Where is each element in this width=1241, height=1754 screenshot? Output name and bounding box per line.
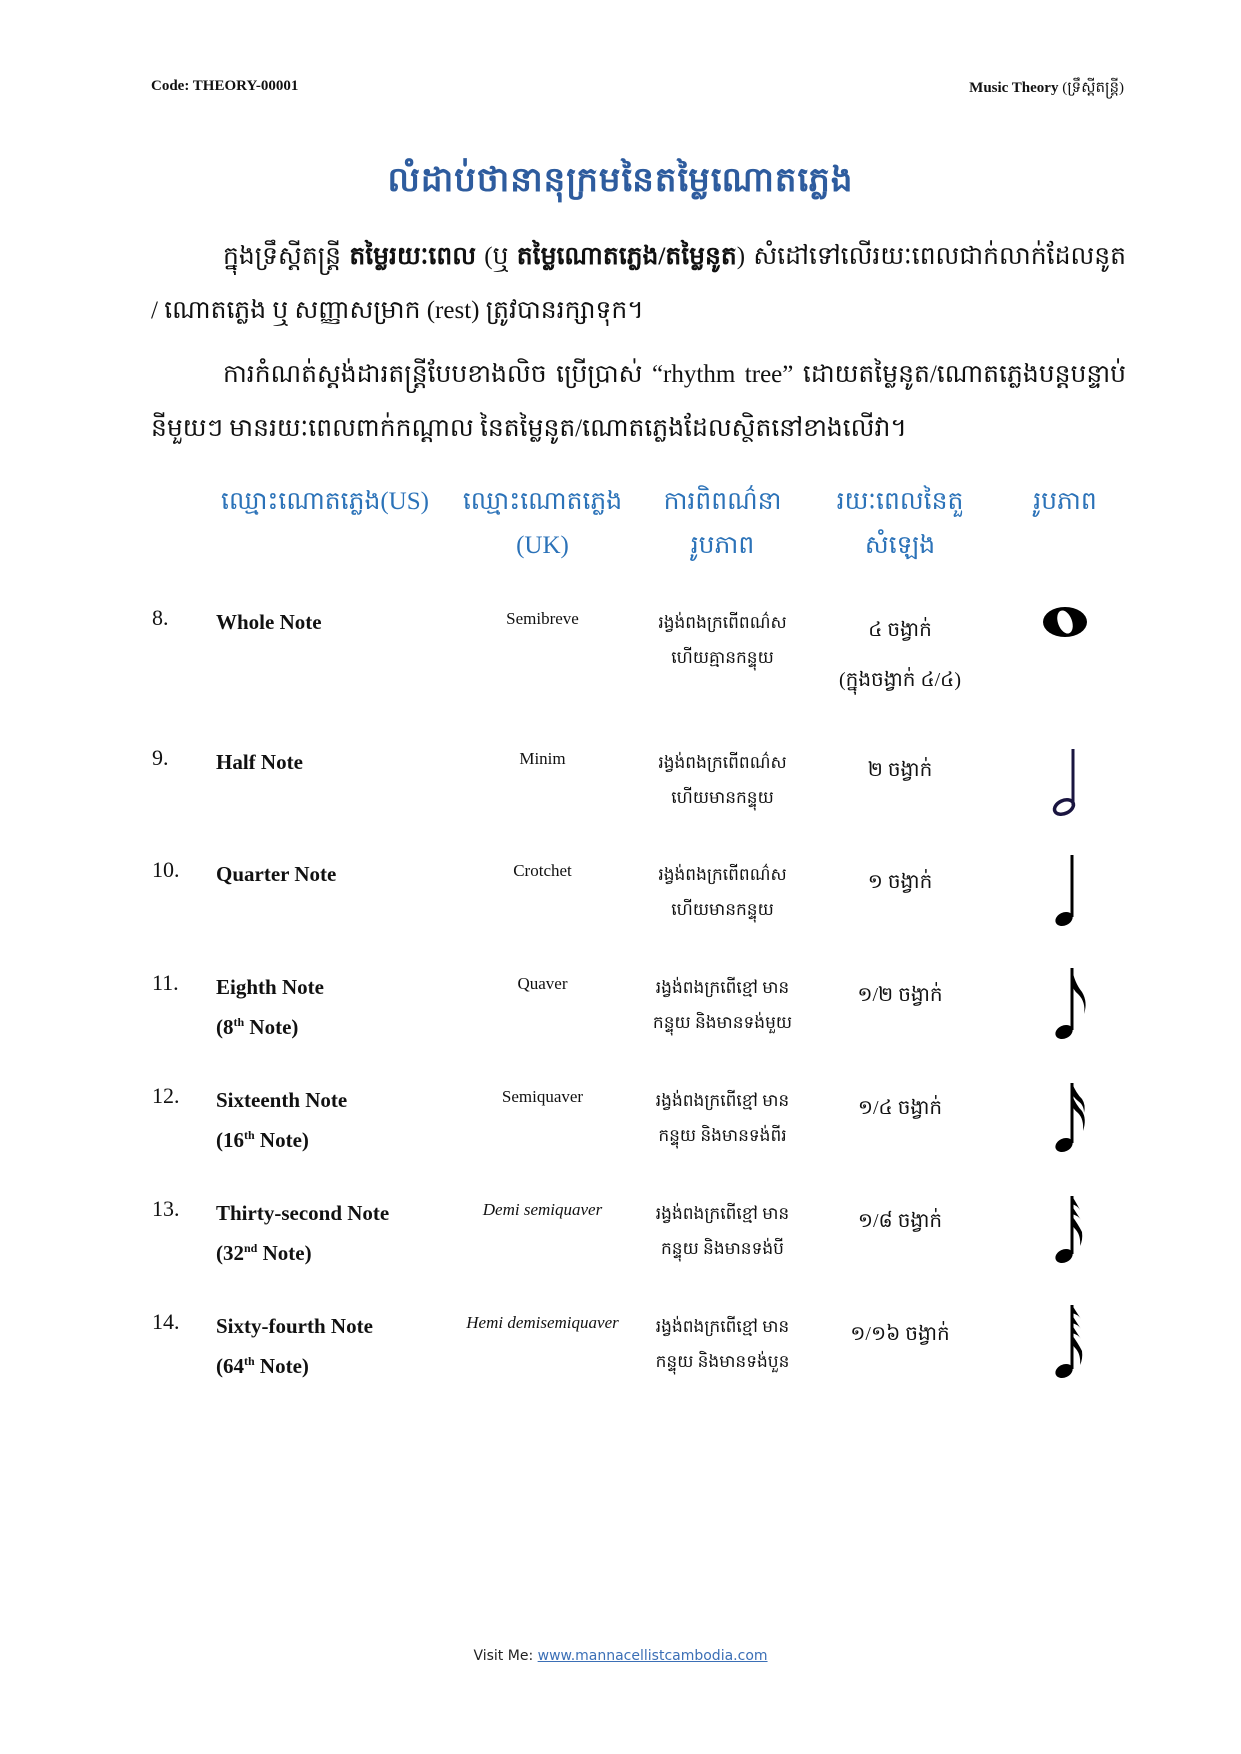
- note-description: រង្វង់ពងក្រពើពណ៌ស ហើយមានកន្ទុយ: [658, 753, 787, 807]
- row-number: 12.: [152, 1083, 180, 1108]
- note-name-us: Thirty-second Note (32nd Note): [216, 1201, 390, 1265]
- note-name-us: Quarter Note: [216, 862, 337, 886]
- row-number: 14.: [152, 1309, 180, 1334]
- table-row: [0, 970, 1241, 1080]
- note-description: រង្វង់ពងក្រពើពណ៌ស ហើយមានកន្ទុយ: [658, 865, 787, 919]
- document-code: Code: THEORY-00001: [151, 78, 299, 94]
- header-us-name: ឈ្មោះណោតភ្លេង(US): [221, 488, 429, 515]
- table-header: [0, 480, 1241, 570]
- row-number: 8.: [152, 605, 169, 630]
- header-image-description: ការពិពណ៌នារូបភាព: [663, 488, 782, 559]
- subject-khmer-label: (ទ្រឹស្តីតន្ត្រី): [1062, 80, 1124, 96]
- note-duration: ១/១៦ ចង្វាក់: [850, 1323, 950, 1345]
- eighth-note-icon: [1030, 964, 1100, 1044]
- note-name-us: Whole Note: [216, 610, 322, 634]
- intro-text-post: ) សំដៅទៅលើរយៈពេលជាក់លាក់ដែលនូត / ណោតភ្លេង ឬ សញ្ញាសម្រាក (rest) ត្រូវបានរក្សាទុក។: [151, 243, 1126, 324]
- sixteenth-note-icon: [1030, 1077, 1100, 1157]
- website-link[interactable]: www.mannacellistcambodia.com: [537, 1648, 768, 1664]
- note-description: រង្វង់ពងក្រពើខ្មៅ មានកន្ទុយ និងមានទង់មួយ: [652, 978, 793, 1032]
- row-number: 13.: [152, 1196, 180, 1221]
- note-name-uk: Hemi demisemiquaver: [466, 1313, 619, 1332]
- note-name-us: Eighth Note (8th Note): [216, 975, 324, 1039]
- note-name-uk: Crotchet: [513, 861, 572, 880]
- note-name-us: Half Note: [216, 750, 303, 774]
- table-row: [0, 745, 1241, 855]
- note-name-uk: Minim: [519, 749, 566, 768]
- intro-text-mid: (ឬ: [476, 243, 517, 270]
- note-name-us: Sixteenth Note (16th Note): [216, 1088, 348, 1152]
- table-row: [0, 1309, 1241, 1419]
- note-name-uk: Quaver: [517, 974, 568, 993]
- note-duration: ៤ ចង្វាក់ (ក្នុងចង្វាក់ ៤/៤): [838, 619, 962, 691]
- note-description: រង្វង់ពងក្រពើពណ៌ស ហើយគ្មានកន្ទុយ: [658, 613, 787, 667]
- sixty-fourth-note-icon: [1030, 1303, 1100, 1383]
- note-name-uk: Semibreve: [506, 609, 579, 628]
- note-name-uk: Semiquaver: [501, 1087, 584, 1106]
- rhythm-tree-paragraph: ការកំណត់ស្តង់ដារតន្ត្រីបែបខាងលិច ប្រើប្រាស់ “rhythm tree” ដោយតម្លៃនូត/ណោតភ្លេងបន្តបន្ទាប់នីមួយៗ មានរយៈពេលពាក់កណ្តាល នៃតម្លៃនូត/ណោតភ្លេងដែលស្ថិតនៅខាងលើវា។: [151, 361, 1126, 442]
- row-number: 11.: [152, 970, 179, 995]
- document-subject: [969, 78, 1124, 100]
- thirty-second-note-icon: [1030, 1190, 1100, 1270]
- page-title: លំដាប់ថានានុក្រមនៃតម្លៃណោតភ្លេង: [387, 162, 854, 199]
- note-description: រង្វង់ពងក្រពើខ្មៅ មានកន្ទុយ និងមានទង់បួន: [655, 1317, 790, 1371]
- table-row: [0, 857, 1241, 967]
- whole-note-icon: [1030, 599, 1100, 679]
- intro-term-note-value: តម្លៃណោតភ្លេង/តម្លៃនូត: [516, 243, 737, 270]
- note-duration: ១/៨ ចង្វាក់: [857, 1210, 943, 1232]
- note-description: រង្វង់ពងក្រពើខ្មៅ មានកន្ទុយ និងមានទង់បី: [655, 1204, 790, 1258]
- table-row: [0, 1083, 1241, 1193]
- header-duration: រយៈពេលនៃតួសំឡេង: [836, 488, 964, 559]
- quarter-note-icon: [1030, 851, 1100, 931]
- row-number: 9.: [152, 745, 169, 770]
- header-uk-name: ឈ្មោះណោតភ្លេង (UK): [462, 488, 623, 559]
- note-duration: ១/២ ចង្វាក់: [857, 984, 943, 1006]
- note-duration: ១ ចង្វាក់: [867, 871, 933, 893]
- intro-term-duration: តម្លៃរយៈពេល: [349, 243, 476, 270]
- header-image: រូបភាព: [1033, 488, 1097, 515]
- half-note-icon: [1030, 739, 1100, 819]
- note-duration: ១/៤ ចង្វាក់: [857, 1097, 943, 1119]
- note-description: រង្វង់ពងក្រពើខ្មៅ មានកន្ទុយ និងមានទង់ពីរ: [655, 1091, 790, 1145]
- footer: [0, 1648, 1241, 1664]
- footer-label: Visit Me:: [473, 1648, 538, 1664]
- note-duration: ២ ចង្វាក់: [867, 759, 933, 781]
- subject-label: Music Theory: [969, 80, 1059, 96]
- intro-text-pre: ក្នុងទ្រឹស្តីតន្ត្រី: [223, 243, 350, 270]
- table-row: [0, 1196, 1241, 1306]
- row-number: 10.: [152, 857, 180, 882]
- note-name-us: Sixty-fourth Note (64th Note): [216, 1314, 373, 1378]
- table-row: [0, 605, 1241, 715]
- note-name-uk: Demi semiquaver: [482, 1200, 603, 1219]
- intro-paragraph: [151, 230, 1126, 338]
